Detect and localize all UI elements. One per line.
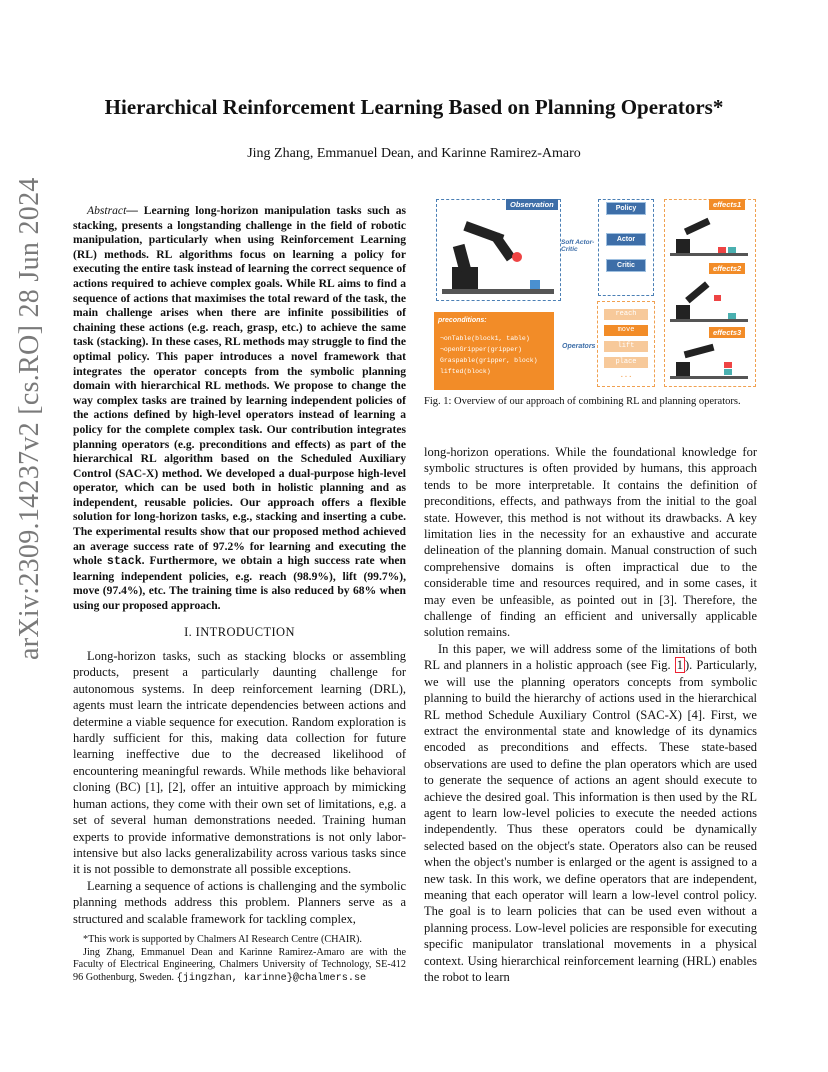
- left-column: [73, 204, 406, 927]
- sac-label: Soft Actor-Critic: [561, 239, 595, 253]
- effect3-robot-icon: [670, 340, 750, 382]
- effects1-label: effects1: [709, 199, 745, 210]
- precondition-line: Graspable(gripper, block): [440, 357, 538, 364]
- author-list: Jing Zhang, Emmanuel Dean, and Karinne Ramirez-Amaro: [247, 146, 581, 161]
- footnote-affiliation-text: Jing Zhang, Emmanuel Dean and Karinne Ramirez-Amaro are with the Faculty of Electrical Engineering, Chalmers University of Technology, SE-412 96 Gothenburg, Sweden.: [73, 946, 406, 983]
- effects2-label: effects2: [709, 263, 745, 274]
- arxiv-identifier: arXiv:2309.14237v2 [cs.RO] 28 Jun 2024: [14, 177, 45, 660]
- effect1-robot-icon: [670, 209, 750, 259]
- abstract: [73, 204, 406, 614]
- right-paragraph-2b: ). Particularly, we will use the planning operators concepts from symbolic planning to build the hierarchy of actions used in the hierarchical RL method Schedule Auxiliary Control (SAC-X) [4]. First, we extract the environmental state and knowledge of its dynamics encoded as preconditions and effects. These state-based observations are used to define the plan operators which are used to generate the sequence of actions an agent should execute to achieve the desired goal. This information is then used by the RL agent to learn low-level policies to execute the needed actions independently. Thus these operators could be dynamically selected based on the object's state. Operators also can be reused when the object's number is enlarged or the agent is assigned to a new task. In this work, we define operators that are independent, meaning that each operator will learn a low-level control policy. The goal is to learn policies that can be used even without a planning process. Low-level policies are responsible for executing specific manipulator translational movements in a physical context. Using hierarchical reinforcement learning (HRL) enables the robot to learn: [424, 658, 757, 984]
- observation-label: Observation: [506, 199, 558, 210]
- actor-box: Actor: [606, 233, 646, 246]
- figure-overview: [434, 195, 759, 390]
- operator-place: place: [604, 357, 648, 368]
- precondition-line: ¬openGripper(gripper): [440, 346, 522, 353]
- abstract-text-1: — Learning long-horizon manipulation tasks such as stacking, presents a longstanding challenge in the field of robotic manipulation, particularly when using Reinforcement Learning (RL) methods. RL algorithms focus on learning a policy for executing the entire task instead of learning the correct sequence of actions required to achieve complex goals. While RL aims to find a sequence of actions that maximises the total reward of the task, the main challenge arises when there are infinite possibilities of chaining these actions (e.g. reach, grasp, etc.) to achieve the same task (stacking). In these cases, RL methods may struggle to find the optimal policy. This paper introduces a novel framework that integrates the operator concepts from the symbolic planning domain with hierarchical RL methods. We propose to change the way complex tasks are trained by learning independent policies of the actions defined by high-level operators instead of learning a policy for the complete complex task. Our contribution integrates planning operators (e.g. preconditions and effects) as part of the hierarchical RL algorithm based on the Scheduled Auxiliary Control (SAC-X) method. We developed a dual-purpose high-level operator, which can be used both in holistic planning and as independent, reusable policies. Our approach offers a flexible solution for long-horizon tasks, e.g., stacking and inserting a cube. The experimental results show that our proposed method achieved an average success rate of 97.2% for learning and executing the whole: [73, 204, 406, 568]
- footnote-affiliation: [73, 947, 406, 986]
- right-paragraph-1: long-horizon operations. While the foundational knowledge for symbolic structures is often provided by humans, this approach tends to be more interpretable. It contains the definition of preconditions, effects, and pathways from the initial to the goal state. However, this method is not without its drawbacks. A key limitation lies in the necessity for an exhaustive and accurate delineation of the planning domain. Manual construction of such comprehensive domains is often impractical due to the considerable time and resources required, and in some cases, it may even be unfeasible, as pointed out in [3]. Therefore, the challenge of finding an efficient and universally applicable solution remains.: [424, 445, 757, 640]
- robot-arm-icon: [442, 215, 557, 297]
- effects3-label: effects3: [709, 327, 745, 338]
- right-column: [424, 444, 757, 985]
- operator-move: move: [604, 325, 648, 336]
- abstract-text-2: . Furthermore, we obtain a high success rate when learning independent policies, e.g. reach (98.9%), lift (99.7%), move (97.4%), etc. The training time is also reduced by 68% when using our proposed approach.: [73, 554, 406, 613]
- preconditions-box: [434, 312, 554, 390]
- right-paragraph-2a: In this paper, we will address some of the limitations of both RL and planners in a holistic approach (see Fig.: [424, 641, 757, 673]
- operators-label: Operators: [562, 343, 596, 350]
- abstract-label: Abstract: [87, 204, 127, 217]
- right-paragraph-2: [424, 641, 757, 986]
- footnotes: [73, 934, 406, 985]
- operator-more: ...: [619, 372, 633, 380]
- precondition-line: ¬onTable(block1, table): [440, 335, 530, 342]
- abstract-stack-word: stack: [106, 555, 142, 569]
- critic-box: Critic: [606, 259, 646, 272]
- preconditions-label: preconditions:: [438, 317, 487, 324]
- intro-paragraph-1: Long-horizon tasks, such as stacking blocks or assembling products, present a particularly daunting challenge for autonomous systems. In deep reinforcement learning (DRL), agents must learn the intricate dependencies between actions and determine a viable sequence for execution. Random exploration is hardly sufficient for this, making data collection for future learning ineffective due to the decreased likelihood of encountering meaningful rewards. While methods like behavioral cloning (BC) [1], [2], offer an intuitive approach by mimicking human actions, they come with their own set of limitations, e,g. a set of several human demonstrations needed. Training human experts to provide informative demonstrations is not only labor-intensive but also lacks generalizability across various tasks since it is not possible to demonstrate all possible exceptions.: [73, 649, 406, 877]
- operator-lift: lift: [604, 341, 648, 352]
- precondition-line: lifted(block): [440, 368, 491, 375]
- effect2-robot-icon: [670, 275, 750, 325]
- intro-paragraph-2: Learning a sequence of actions is challenging and the symbolic planning methods address this problem. Planners serve as a structured and scalable framework for tackling complex,: [73, 878, 406, 926]
- footnote-email: {jingzhan, karinne}@chalmers.se: [176, 972, 367, 984]
- policy-box: Policy: [606, 202, 646, 215]
- operator-reach: reach: [604, 309, 648, 320]
- paper-title: Hierarchical Reinforcement Learning Based on Planning Operators*: [104, 95, 724, 119]
- figure-reference-link[interactable]: 1: [676, 658, 683, 673]
- footnote-funding: *This work is supported by Chalmers AI Research Centre (CHAIR).: [83, 934, 362, 945]
- section-heading-introduction: I. INTRODUCTION: [184, 624, 295, 639]
- figure-caption: Fig. 1: Overview of our approach of combining RL and planning operators.: [424, 396, 741, 407]
